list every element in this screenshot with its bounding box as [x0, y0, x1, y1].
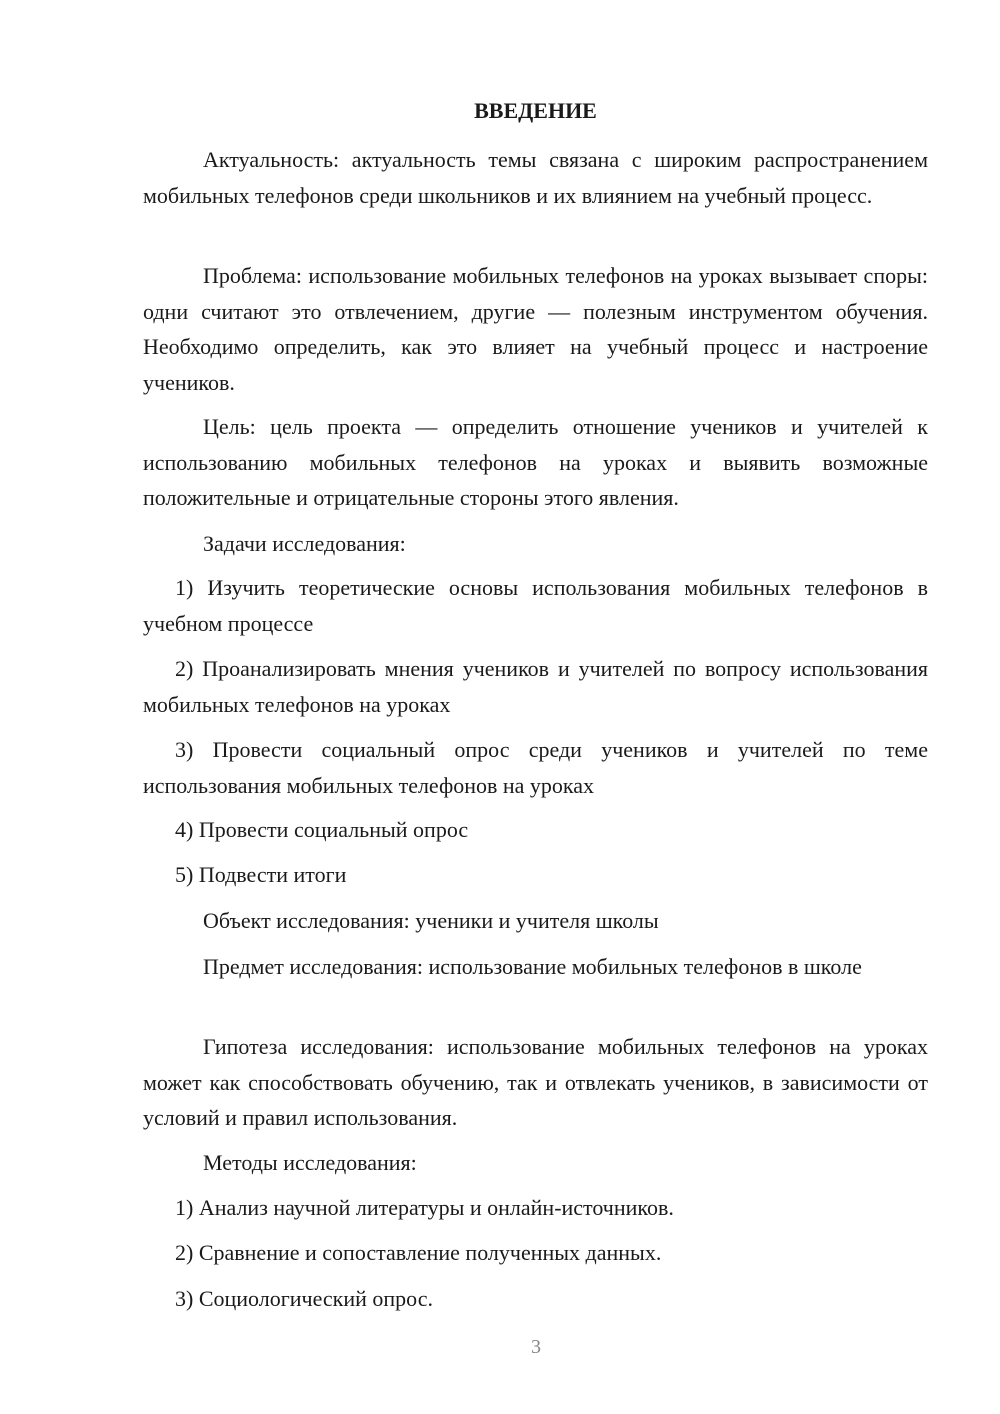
- page-number: 3: [531, 1336, 541, 1358]
- relevance-paragraph: Актуальность: актуальность темы связана с широким распространением мобильных телефонов среди школьников и их влиянием на учебный процесс.: [143, 147, 928, 208]
- page-title: ВВЕДЕНИЕ: [474, 98, 597, 123]
- method-item: 2) Сравнение и сопоставление полученных данных.: [175, 1240, 662, 1265]
- task-item: 2) Проанализировать мнения учеников и учителей по вопросу использования мобильных телефонов на уроках: [143, 656, 928, 717]
- goal-paragraph: Цель: цель проекта — определить отношение учеников и учителей к использованию мобильных телефонов на уроках и выявить возможные положительные и отрицательные стороны этого явления.: [143, 414, 928, 510]
- method-item: 1) Анализ научной литературы и онлайн-источников.: [175, 1195, 674, 1220]
- problem-paragraph: Проблема: использование мобильных телефонов на уроках вызывает споры: одни считают это отвлечением, другие — полезным инструментом обучения. Необходимо определить, как это влияет на учебный процесс и настроение учеников.: [143, 263, 928, 395]
- task-item: 5) Подвести итоги: [175, 862, 347, 887]
- method-item: 3) Социологический опрос.: [175, 1286, 433, 1311]
- hypothesis-paragraph: Гипотеза исследования: использование мобильных телефонов на уроках может как способствовать обучению, так и отвлекать учеников, в зависимости от условий и правил использования.: [143, 1034, 928, 1130]
- object-paragraph: Объект исследования: ученики и учителя школы: [203, 908, 659, 933]
- subject-paragraph: Предмет исследования: использование мобильных телефонов в школе: [203, 954, 862, 979]
- task-item: 3) Провести социальный опрос среди учеников и учителей по теме использования мобильных телефонов на уроках: [143, 737, 928, 798]
- tasks-heading: Задачи исследования:: [203, 531, 406, 556]
- methods-heading: Методы исследования:: [203, 1150, 417, 1175]
- task-item: 4) Провести социальный опрос: [175, 817, 469, 842]
- task-item: 1) Изучить теоретические основы использования мобильных телефонов в учебном процессе: [143, 575, 928, 636]
